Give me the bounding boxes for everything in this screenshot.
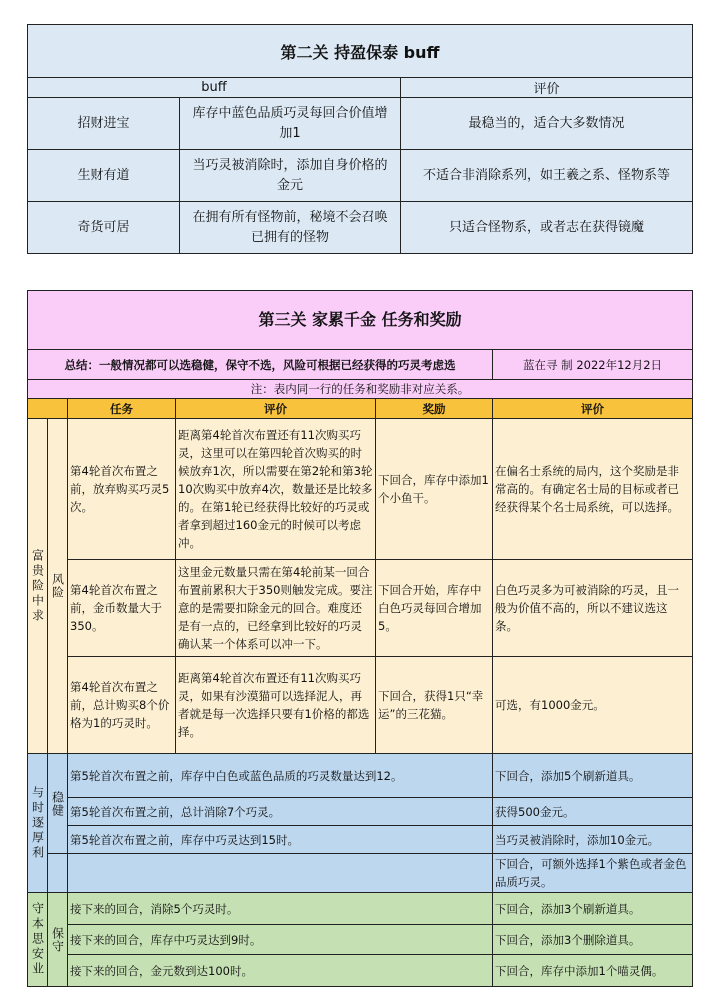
- task-cell: 接下来的回合，消除5个巧灵时。: [68, 893, 493, 925]
- reward-review-cell: 可选，有1000金元。: [493, 657, 693, 754]
- group-name: 与时逐厚利: [28, 754, 48, 893]
- task-cell: 第5轮首次布置之前，库存中白色或蓝色品质的巧灵数量达到12。: [68, 754, 493, 798]
- task-cell: 第4轮首次布置之前，放弃购买巧灵5次。: [68, 419, 176, 560]
- task-header: 任务: [68, 399, 176, 419]
- reward-cell: 下回合，添加3个刷新道具。: [493, 893, 693, 925]
- task-cell: 第4轮首次布置之前，总计购买8个价格为1的巧灵时。: [68, 657, 176, 754]
- reward-cell: 当巧灵被消除时，添加10金元。: [493, 826, 693, 854]
- task-review-cell: 距离第4轮首次布置还有11次购买巧灵，如果有沙漠猫可以选择泥人，再者就是每一次选择只要有1价格的都选择。: [176, 657, 376, 754]
- group-risk: 稳健: [48, 754, 68, 854]
- reward-review-cell: 白色巧灵多为可被消除的巧灵，且一般为价值不高的，所以不建议选这条。: [493, 560, 693, 657]
- buff-effect: 当巧灵被消除时，添加自身价格的金元: [180, 150, 401, 202]
- level2-buff-table: [27, 24, 693, 254]
- reward-cell: 下回合开始，库存中白色巧灵每回合增加5。: [376, 560, 493, 657]
- credit-text: 蓝在寻 制 2022年12月2日: [493, 350, 693, 380]
- task-cell: 接下来的回合，库存中巧灵达到9时。: [68, 925, 493, 955]
- buff-review: 最稳当的，适合大多数情况: [401, 98, 693, 150]
- task-cell: 第4轮首次布置之前，金币数量大于350。: [68, 560, 176, 657]
- summary-text: 总结：一般情况都可以选稳健，保守不选，风险可根据已经获得的巧灵考虑选: [28, 350, 493, 380]
- buff-review: 不适合非消除系列，如王羲之系、怪物系等: [401, 150, 693, 202]
- reward-cell: 下回合，获得1只“幸运”的三花猫。: [376, 657, 493, 754]
- reward-header: 奖励: [376, 399, 493, 419]
- task-cell: 接下来的回合，金元数到达100时。: [68, 955, 493, 987]
- reward-cell: 下回合，添加3个删除道具。: [493, 925, 693, 955]
- buff-review: 只适合怪物系，或者志在获得镜魔: [401, 202, 693, 254]
- buff-name: 招财进宝: [28, 98, 180, 150]
- reward-cell: 下回合，库存中添加1个小鱼干。: [376, 419, 493, 560]
- group-risk: 保守: [48, 893, 68, 987]
- buff-effect: 在拥有所有怪物前，秘境不会召唤已拥有的怪物: [180, 202, 401, 254]
- reward-review-header: 评价: [493, 399, 693, 419]
- level3-task-table: [27, 290, 693, 987]
- task-review-cell: 距离第4轮首次布置还有11次购买巧灵，这里可以在第四轮首次购买的时候放弃1次，所以需要在第2轮和第3轮10次购买中放弃4次，数量还是比较多的。在第1轮已经获得比较好的巧灵或者拿到超过160金元的时候可以考虑冲。: [176, 419, 376, 560]
- buff-effect: 库存中蓝色品质巧灵每回合价值增加1: [180, 98, 401, 150]
- group-name: 富贵险中求: [28, 419, 48, 754]
- reward-cell: 下回合，库存中添加1个喵灵偶。: [493, 955, 693, 987]
- risk-blank: [48, 854, 68, 893]
- reward-review-cell: 在偏名士系统的局内，这个奖励是非常高的。有确定名士局的目标或者已经获得某个名士局系统，可以选择。: [493, 419, 693, 560]
- level3-title: 第三关 家累千金 任务和奖励: [28, 291, 693, 350]
- task-cell: 第5轮首次布置之前，库存中巧灵达到15时。: [68, 826, 493, 854]
- header-blank: [28, 399, 68, 419]
- task-review-cell: 这里金元数量只需在第4轮前某一回合布置前累积大于350则触发完成。要注意的是需要扣除金元的回合。难度还是有一点的，已经拿到比较好的巧灵确认某一个体系可以冲一下。: [176, 560, 376, 657]
- group-name: 守本思安业: [28, 893, 48, 987]
- buff-header: buff: [28, 78, 401, 98]
- level2-title: 第二关 持盈保泰 buff: [28, 25, 693, 78]
- reward-cell: 下回合，可额外选择1个紫色或者金色品质巧灵。: [493, 854, 693, 893]
- task-cell: 第5轮首次布置之前，总计消除7个巧灵。: [68, 798, 493, 826]
- buff-name: 生财有道: [28, 150, 180, 202]
- reward-cell: 获得500金元。: [493, 798, 693, 826]
- group-risk: 风险: [48, 419, 68, 754]
- task-review-header: 评价: [176, 399, 376, 419]
- reward-cell: 下回合，添加5个刷新道具。: [493, 754, 693, 798]
- buff-name: 奇货可居: [28, 202, 180, 254]
- note-text: 注：表内同一行的任务和奖励非对应关系。: [28, 380, 693, 399]
- task-cell: [68, 854, 493, 893]
- review-header: 评价: [401, 78, 693, 98]
